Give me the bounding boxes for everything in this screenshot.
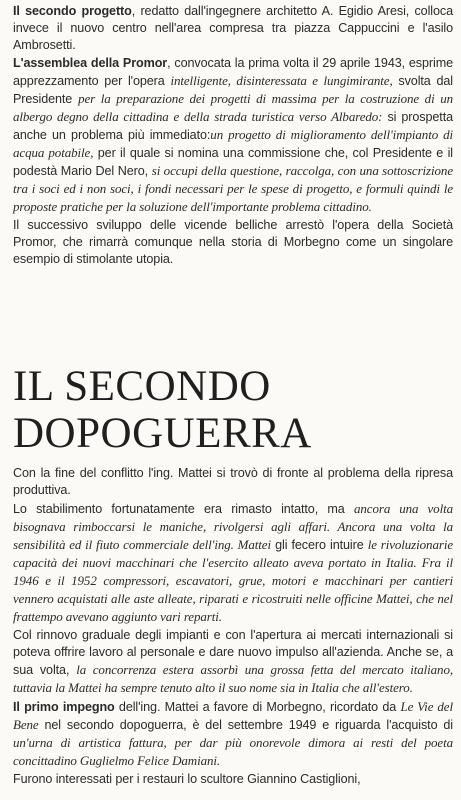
lead-secondo-progetto: Il secondo progetto	[13, 4, 132, 18]
paragraph-restauri: Furono interessati per i restauri lo scultore Giannino Castiglioni,	[13, 772, 361, 786]
section-heading: IL SECONDO DOPOGUERRA	[13, 363, 312, 457]
paragraph-rinnovo-impianti: Col rinnovo graduale degli impianti e con l'apertura ai mercati internazionali si poteva offrire lavoro al personale e dare nuovo impulso all'azienda. Anche se, a sua volta, la concorrenza estera assorbì una grossa fetta del mercato italiano, tuttavia la Mattei ha sempre tenuto alto il suo nome sia in Italia che all'estero.	[13, 628, 453, 695]
paragraph-secondo-progetto: Il secondo progetto, redatto dall'ingegnere architetto A. Egidio Aresi, colloca invece il nuovo centro nell'area compresa tra piazza Cappuccini e l'asilo Ambrosetti.	[13, 4, 453, 52]
section-aresi-promor	[13, 3, 453, 269]
paragraph-stabilimento: Lo stabilimento fortunatamente era rimasto intatto, ma ancora una volta bisognava rimboccarsi le maniche, rivolgersi agli affari. Ancora una volta la sensibilità ed il fiuto commerciale dell'ing. Mattei gli fecero intuire le rivoluzionarie capacità dei nuovi macchinari che l'esercito alleato aveva portato in Italia. Fra il 1946 e il 1952 compressori, escavatori, grue, motori e macchinari per cantieri vennero acquistati alle aste alleate, riparati e ricostruiti nelle officine Mattei, che nel frattempo avevano aggiunto vari reparti.	[13, 501, 453, 624]
paragraph-assemblea-promor: L'assemblea della Promor, convocata la prima volta il 29 aprile 1943, esprime apprezzamento per l'opera intelligente, disinteressata e lungimirante, svolta dal Presidente per la preparazione dei progetti di massima per la costruzione di un albergo degno della cittadina e della strada turistica verso Albaredo: si prospetta anche un problema più immediato:un progetto di miglioramento dell'impianto di acqua potabile, per il quale si nomina una commissione che, col Presidente e il podestà Mario Del Nero, si occupi della questione, raccolga, con una sottoscrizione tra i soci ed i non soci, i fondi necessari per le spese di progetto, e formuli quindi le proposte pratiche per la soluzione dell'importante problema cittadino.	[13, 56, 453, 214]
lead-primo-impegno: Il primo impegno	[13, 700, 115, 714]
paragraph-fine-conflitto: Con la fine del conflitto l'ing. Mattei si trovò di fronte al problema della ripresa produttiva.	[13, 466, 453, 497]
section-secondo-dopoguerra	[13, 465, 453, 789]
lead-assemblea: L'assemblea della Promor	[13, 56, 168, 70]
paragraph-primo-impegno: Il primo impegno dell'ing. Mattei a favore di Morbegno, ricordato da Le Vie del Bene nel secondo dopoguerra, è del settembre 1949 e riguarda l'acquisto di un'urna di artistica fattura, per dar più onorevole dimora ai resti del poeta concittadino Guglielmo Felice Damiani.	[13, 699, 453, 768]
paragraph-successivo-sviluppo: Il successivo sviluppo delle vicende belliche arrestò l'opera della Società Promor, che rimarrà comunque nella storia di Morbegno come un singolare esempio di stimolante utopia.	[13, 218, 453, 266]
publication-title: Le Vie del Bene	[13, 699, 453, 732]
